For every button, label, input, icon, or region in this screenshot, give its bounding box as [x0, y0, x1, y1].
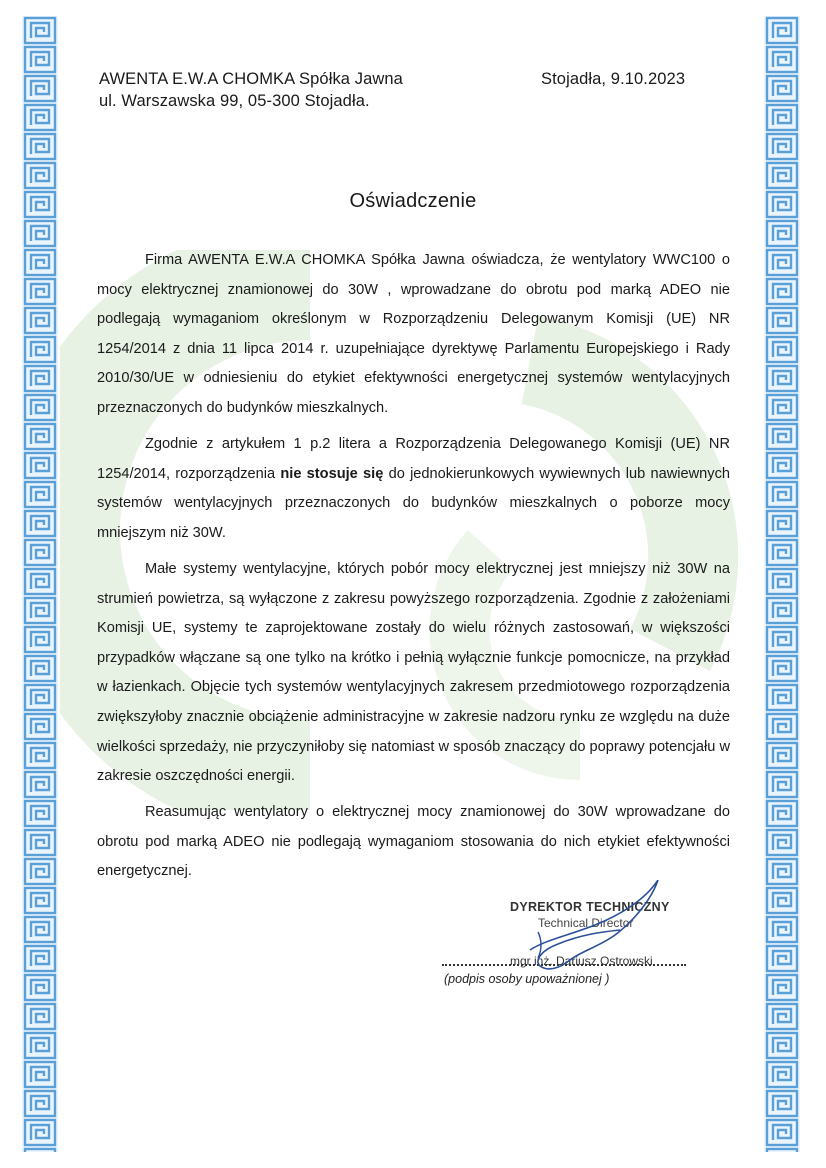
- document-body: [97, 246, 730, 893]
- paragraph-3: Małe systemy wentylacyjne, których pobór mocy elektrycznej jest mniejszy niż 30W na strumień powietrza, są wyłączone z zakresu powyższego rozporządzenia. Zgodnie z założeniami Komisji UE, systemy te zaprojektowane zostały do wielu różnych zastosowań, w większości przypadków włączane są one tylko na krótko i pełnią wyłącznie funkcje pomocnicze, na przykład w łazienkach. Objęcie tych systemów wentylacyjnych zakresem przedmiotowego rozporządzenia zwiększyłoby znacznie obciążenie administracyjne w zakresie nadzoru rynku ze względu na duże wielkości sprzedaży, nie przyczyniłoby się natomiast w sposób znaczący do poprawy potencjału w zakresie oszczędności energii.: [97, 560, 730, 785]
- paragraph-1: Firma AWENTA E.W.A CHOMKA Spółka Jawna oświadcza, że wentylatory WWC100 o mocy elektrycznej znamionowej do 30W , wprowadzane do obrotu pod marką ADEO nie podlegają wymaganiom określonym w Rozporządzeniu Delegowanym Komisji (UE) NR 1254/2014 z dnia 11 lipca 2014 r. uzupełniające dyrektywę Parlamentu Europejskiego i Rady 2010/30/UE w odniesieniu do etykiet efektywności energetycznej systemów wentylacyjnych przeznaczonych do budynków mieszkalnych.: [97, 252, 730, 416]
- paragraph-2-part-1: Zgodnie z artykułem 1 p.2 litera a Rozporządzenia Delegowanego Komisji (UE) NR 1254/2014, rozporządzenia: [97, 436, 730, 482]
- greek-key-pattern-right: [764, 16, 800, 1152]
- paragraph-2-bold: nie stosuje się: [280, 465, 384, 482]
- stamp-subtitle: Technical Director: [538, 916, 634, 930]
- signature-caption: (podpis osoby upoważnionej ): [444, 972, 610, 986]
- document-title: Oświadczenie: [349, 190, 477, 212]
- paragraph-2-part-2: do jednokierunkowych wywiewnych lub nawiewnych systemów wentylacyjnych przeznaczonych do budynków mieszkalnych o poborze mocy mniejszym niż 30W.: [97, 465, 731, 541]
- greek-key-pattern-left: [22, 16, 58, 1152]
- paragraph-4: Reasumując wentylatory o elektrycznej mocy znamionowej do 30W wprowadzane do obrotu pod marką ADEO nie podlegają wymaganiom stosowania do nich etykiet efektywności energetycznej.: [97, 804, 730, 880]
- company-address-block: [99, 68, 403, 112]
- company-name: AWENTA E.W.A CHOMKA Spółka Jawna: [99, 70, 403, 88]
- stamp-name: mgr inż. Dariusz Ostrowski: [510, 954, 653, 968]
- paragraph-2: [97, 430, 730, 548]
- place-date: Stojadła, 9.10.2023: [541, 70, 686, 88]
- stamp-title: DYREKTOR TECHNICZNY: [510, 900, 670, 914]
- company-address: ul. Warszawska 99, 05-300 Stojadła.: [99, 92, 370, 110]
- right-border-ornament: [764, 16, 800, 1152]
- left-border-ornament: [22, 16, 58, 1152]
